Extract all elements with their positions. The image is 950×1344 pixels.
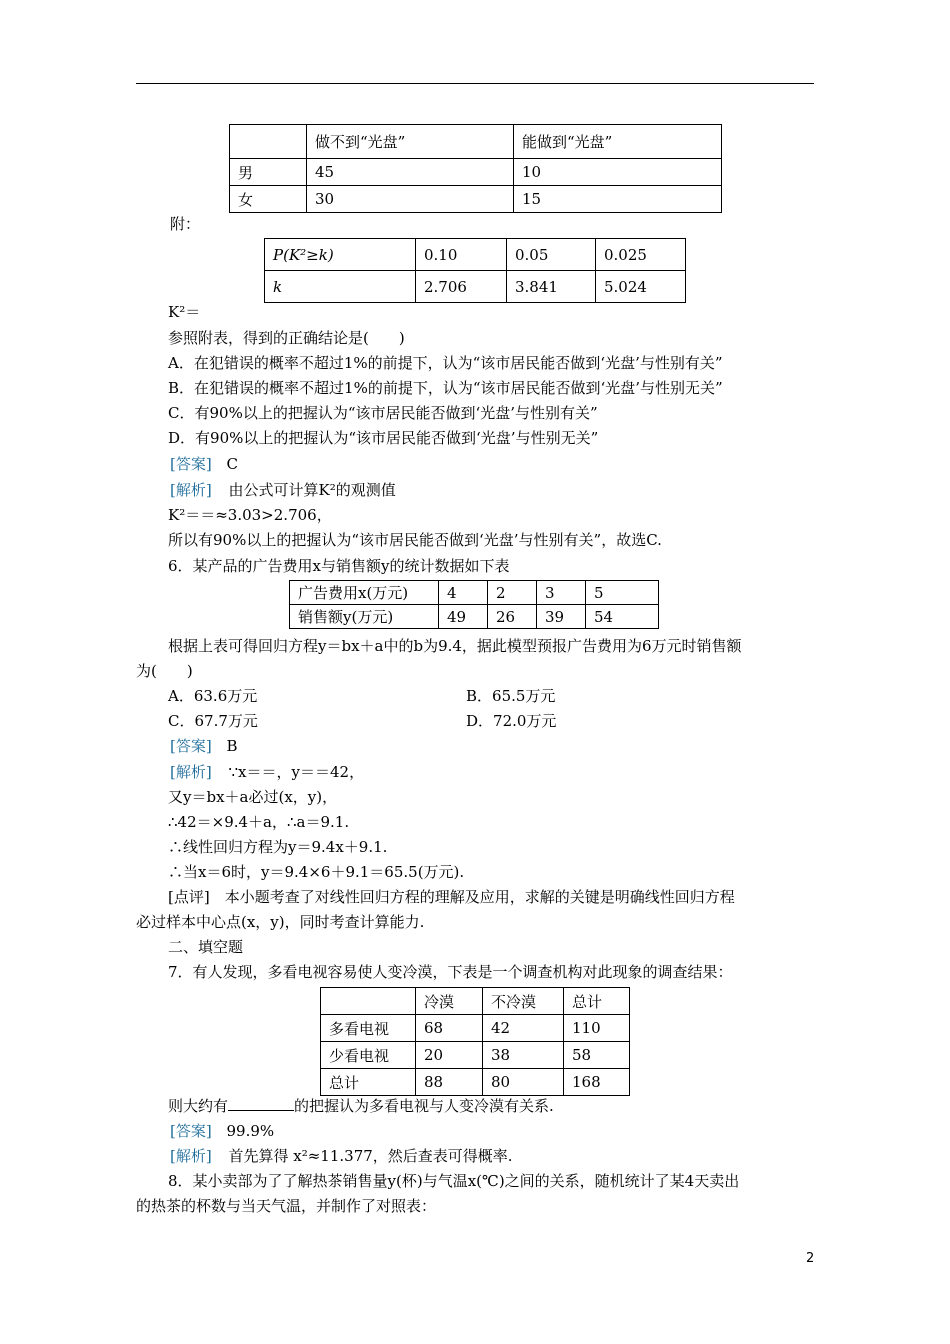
q6-body-line2: 为( ) bbox=[136, 662, 193, 680]
answer-tag: [答案] bbox=[170, 1122, 212, 1140]
table-cell: 45 bbox=[307, 159, 514, 186]
table-cell bbox=[321, 988, 416, 1015]
q7-analysis bbox=[170, 1146, 513, 1166]
q6-stem: 6．某产品的广告费用x与销售额y的统计数据如下表 bbox=[168, 557, 510, 575]
table-cell: 少看电视 bbox=[321, 1042, 416, 1069]
q6-option-b: B．65.5万元 bbox=[466, 687, 556, 705]
q7-body-post: 的把握认为多看电视与人变冷漠有关系. bbox=[294, 1097, 554, 1115]
q5-analysis-line3: 所以有90%以上的把握认为“该市居民能否做到‘光盘’与性别有关”，故选C. bbox=[168, 531, 662, 549]
q8-line1: 8．某小卖部为了了解热茶销售量y(杯)与气温x(℃)之间的关系，随机统计了某4天卖出 bbox=[168, 1172, 740, 1190]
q6-option-a: A．63.6万元 bbox=[168, 687, 258, 705]
table-cell: 49 bbox=[439, 605, 488, 629]
table-cell: 0.025 bbox=[596, 239, 686, 271]
q6-body-line1: 根据上表可得回归方程y＝bx＋a中的b为9.4，据此模型预报广告费用为6万元时销售额 bbox=[168, 637, 742, 655]
table-cell: 能做到“光盘” bbox=[514, 125, 722, 159]
table-cell: 15 bbox=[514, 186, 722, 213]
analysis-tag: [解析] bbox=[170, 763, 212, 781]
table-cell: 广告费用x(万元) bbox=[290, 581, 439, 605]
table-cell: 总计 bbox=[321, 1069, 416, 1096]
table-cell: 总计 bbox=[564, 988, 630, 1015]
table-cell: 2 bbox=[488, 581, 537, 605]
table-cell: 销售额y(万元) bbox=[290, 605, 439, 629]
answer-value: 99.9% bbox=[226, 1122, 275, 1140]
analysis-text: 首先算得 x²≈11.377，然后查表可得概率. bbox=[228, 1147, 513, 1165]
q7-answer bbox=[170, 1121, 274, 1141]
q6-analysis-line4: ∴线性回归方程为y＝9.4x＋9.1. bbox=[168, 838, 388, 856]
analysis-tag: [解析] bbox=[170, 1147, 212, 1165]
q5-option-d: D．有90%以上的把握认为“该市居民能否做到‘光盘’与性别无关” bbox=[168, 429, 599, 447]
q6-analysis-line2: 又y＝bx＋a必过(x，y)， bbox=[168, 788, 338, 806]
table-cell: 10 bbox=[514, 159, 722, 186]
table-cell: 168 bbox=[564, 1069, 630, 1096]
q6-analysis-line3: ∴42＝×9.4＋a，∴a＝9.1. bbox=[168, 813, 350, 831]
table-cell: 4 bbox=[439, 581, 488, 605]
answer-value: B bbox=[226, 737, 238, 755]
q5-option-a: A．在犯错误的概率不超过1%的前提下，认为“该市居民能否做到‘光盘’与性别有关” bbox=[168, 354, 723, 372]
table-cell: 30 bbox=[307, 186, 514, 213]
q5-option-b: B．在犯错误的概率不超过1%的前提下，认为“该市居民能否做到‘光盘’与性别无关” bbox=[168, 379, 723, 397]
analysis-text: ∵x＝＝，y＝＝42， bbox=[228, 763, 365, 781]
q7-body-pre: 则大约有 bbox=[168, 1097, 229, 1115]
table-critical-values bbox=[264, 238, 686, 303]
table-cell: 39 bbox=[537, 605, 586, 629]
q8-line2: 的热茶的杯数与当天气温，并制作了对照表： bbox=[136, 1197, 437, 1215]
q7-stem: 7．有人发现，多看电视容易使人变冷漠，下表是一个调查机构对此现象的调查结果： bbox=[168, 963, 733, 981]
table-cell: 做不到“光盘” bbox=[307, 125, 514, 159]
table-cell: 38 bbox=[483, 1042, 564, 1069]
q6-comment-line1: [点评] 本小题考查了对线性回归方程的理解及应用，求解的关键是明确线性回归方程 bbox=[168, 888, 735, 906]
table-cell: 42 bbox=[483, 1015, 564, 1042]
table-cell bbox=[230, 125, 307, 159]
q5-analysis-line2: K²＝＝≈3.03>2.706， bbox=[168, 506, 332, 524]
q5-stem: 参照附表，得到的正确结论是( ) bbox=[168, 329, 405, 347]
table-cell: 3 bbox=[537, 581, 586, 605]
answer-tag: [答案] bbox=[170, 455, 212, 473]
table-cell: 3.841 bbox=[507, 271, 596, 303]
table-cell: 68 bbox=[416, 1015, 483, 1042]
table-cell: 5.024 bbox=[596, 271, 686, 303]
table-cell: k bbox=[265, 271, 416, 303]
table-cell: P(K²≥k) bbox=[265, 239, 416, 271]
table-cell: 女 bbox=[230, 186, 307, 213]
table-ad-sales bbox=[289, 580, 659, 629]
table-tv-survey bbox=[320, 987, 630, 1096]
fill-blank bbox=[228, 1096, 294, 1111]
table-cell: 0.10 bbox=[416, 239, 507, 271]
table-cell: 26 bbox=[488, 605, 537, 629]
q6-comment-line2: 必过样本中心点(x，y)，同时考查计算能力. bbox=[136, 913, 425, 931]
q6-option-d: D．72.0万元 bbox=[466, 712, 557, 730]
q6-analysis-line5: ∴当x＝6时，y＝9.4×6＋9.1＝65.5(万元). bbox=[168, 863, 465, 881]
k2-formula: K²＝ bbox=[168, 303, 201, 321]
q6-analysis bbox=[170, 762, 364, 782]
section-heading: 二、填空题 bbox=[168, 938, 244, 956]
analysis-tag: [解析] bbox=[170, 481, 212, 499]
table-cell: 80 bbox=[483, 1069, 564, 1096]
table-cell: 110 bbox=[564, 1015, 630, 1042]
q6-option-c: C．67.7万元 bbox=[168, 712, 258, 730]
appendix-label: 附： bbox=[170, 215, 201, 233]
table-cell: 男 bbox=[230, 159, 307, 186]
answer-value: C bbox=[226, 455, 238, 473]
answer-tag: [答案] bbox=[170, 737, 212, 755]
table-cell: 54 bbox=[586, 605, 659, 629]
q5-option-c: C．有90%以上的把握认为“该市居民能否做到‘光盘’与性别有关” bbox=[168, 404, 598, 422]
table-cell: 多看电视 bbox=[321, 1015, 416, 1042]
table-cell: 2.706 bbox=[416, 271, 507, 303]
q7-body bbox=[168, 1096, 554, 1116]
page-number: 2 bbox=[806, 1251, 815, 1266]
q5-answer bbox=[170, 454, 238, 474]
q6-answer bbox=[170, 736, 238, 756]
table-cell: 20 bbox=[416, 1042, 483, 1069]
table-cell: 0.05 bbox=[507, 239, 596, 271]
table-cell: 不冷漠 bbox=[483, 988, 564, 1015]
table-cell: 58 bbox=[564, 1042, 630, 1069]
q5-analysis bbox=[170, 480, 396, 500]
analysis-text: 由公式可计算K²的观测值 bbox=[228, 481, 396, 499]
header-rule bbox=[136, 83, 814, 84]
table-gender-plate bbox=[229, 124, 722, 213]
table-cell: 88 bbox=[416, 1069, 483, 1096]
table-cell: 冷漠 bbox=[416, 988, 483, 1015]
table-cell: 5 bbox=[586, 581, 659, 605]
